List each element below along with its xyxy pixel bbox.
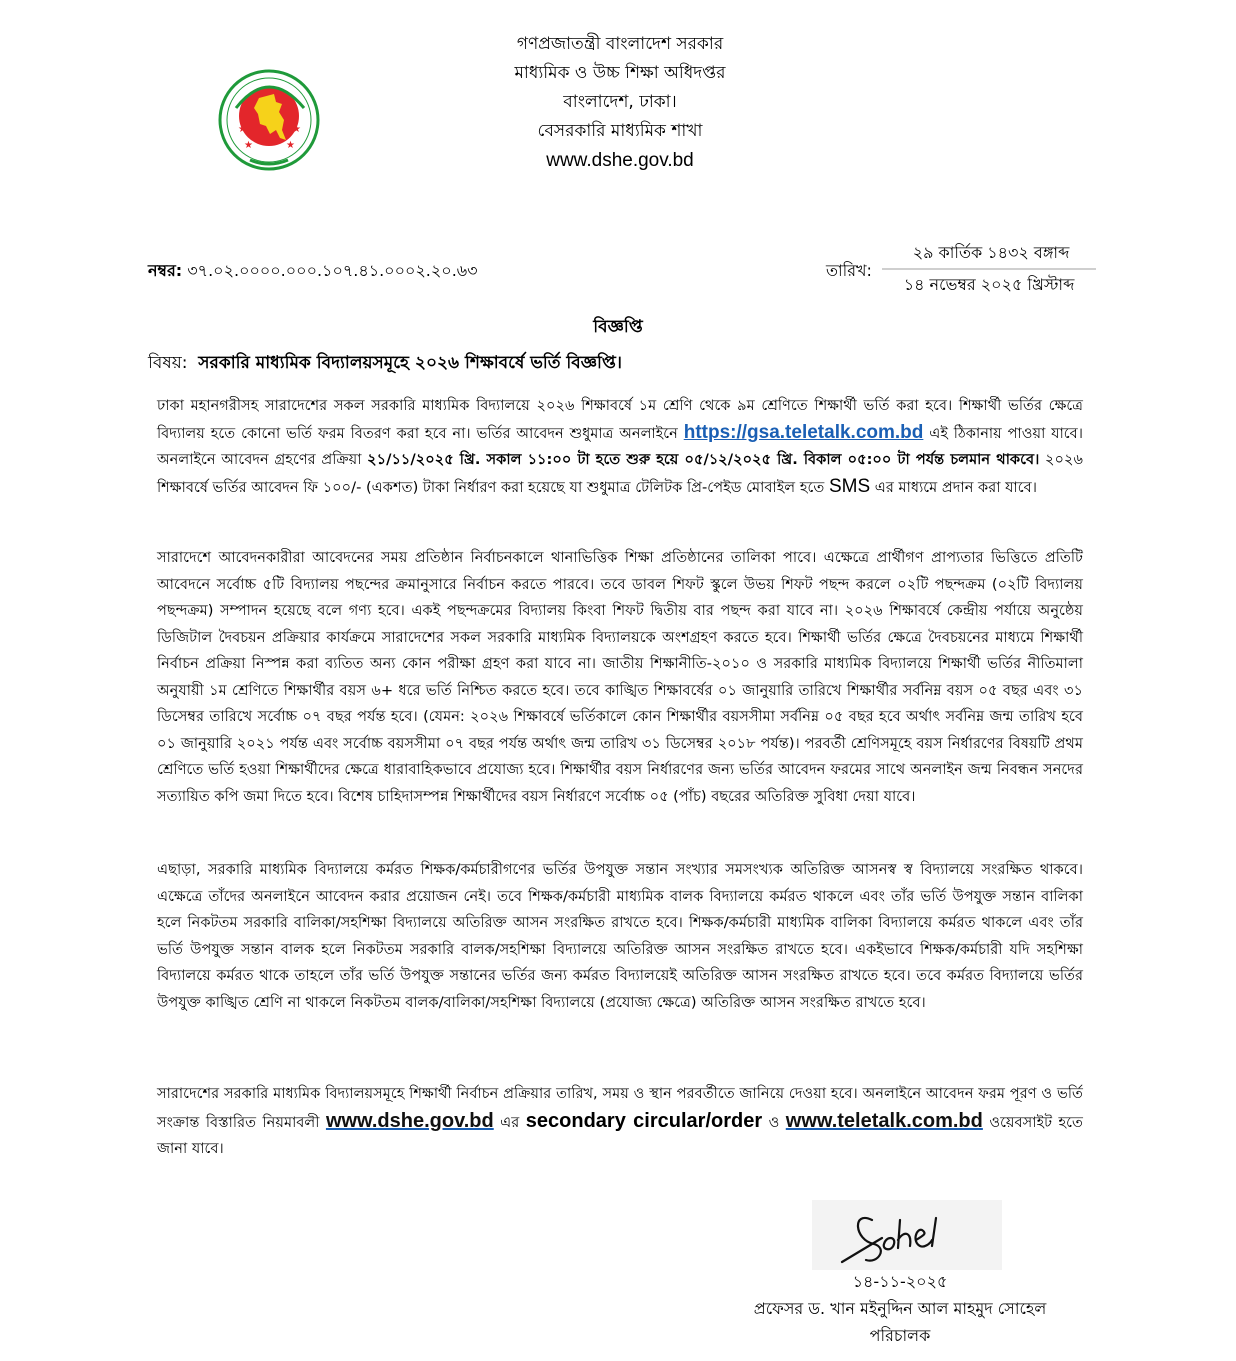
date-label: তারিখ: [826, 261, 872, 280]
date-bangla-calendar: ২৯ কার্তিক ১৪৩২ বঙ্গাব্দ [912, 243, 1070, 262]
p1-text-c: ২০২৬ শিক্ষাবর্ষে ভর্তির আবেদন ফি ১০০/- (একশত) টাকা নির্ধারণ করা হয়েছে যা শুধুমাত্র টেলিটক প্রি-পেইড মোবাইল হতে [157, 451, 1083, 496]
date-block [826, 238, 1096, 298]
svg-text:★: ★ [238, 124, 247, 135]
signature-image [812, 1200, 1002, 1270]
p1-text-b: এই ঠিকানায় পাওয়া যাবে। অনলাইনে আবেদন গ্রহণের প্রক্রিয়া [157, 424, 1084, 468]
p1-text-a: ঢাকা মহানগরীসহ সারাদেশের সকল সরকারি মাধ্যমিক বিদ্যালয়ে ২০২৬ শিক্ষাবর্ষে ১ম শ্রেণি থেকে ৯ম শ্রেণিতে শিক্ষার্থী ভর্তি করা হবে। শিক্ষার্থী ভর্তির ক্ষেত্রে বিদ্যালয় হতে কোনো ভর্তি ফরম বিতরণ করা হবে না। ভর্তির আবেদন শুধুমাত্র অনলাইনে [157, 397, 1083, 442]
paragraph-further-info [157, 1081, 1083, 1163]
paragraph-selection-and-age: সারাদেশে আবেদনকারীরা আবেদনের সময় প্রতিষ্ঠান নির্বাচনকালে থানাভিত্তিক শিক্ষা প্রতিষ্ঠানের তালিকা পাবে। এক্ষেত্রে প্রার্থীগণ প্রাপ্যতার ভিত্তিতে প্রতিটি আবেদনে সর্বোচ্চ ৫টি বিদ্যালয় পছন্দের ক্রমানুসারে নির্বাচন করতে পারবে। তবে ডাবল শিফট স্কুলে উভয় শিফট পছন্দ করলে ০২টি পছন্দক্রম (০২টি বিদ্যালয় পছন্দক্রম) সম্পাদন হয়েছে বলে গণ্য হবে। একই পছন্দক্রমের বিদ্যালয় কিংবা শিফট দ্বিতীয় বার পছন্দ করা যাবে না। ২০২৬ শিক্ষাবর্ষে কেন্দ্রীয় পর্যায়ে অনুষ্ঠেয় ডিজিটাল দৈবচয়ন প্রক্রিয়ার কার্যক্রমে সারাদেশের সকল সরকারি মাধ্যমিক বিদ্যালয়কে অংশগ্রহণ করতে হবে। শিক্ষার্থী ভর্তির ক্ষেত্রে দৈবচয়নের মাধ্যমে শিক্ষার্থী নির্বাচন প্রক্রিয়া নিস্পন্ন করা ব্যতিত অন্য কোন পরীক্ষা গ্রহণ করা যাবে না। জাতীয় শিক্ষানীতি-২০১০ ও সরকারি মাধ্যমিক বিদ্যালয়ে শিক্ষার্থী ভর্তির নীতিমালা অনুযায়ী ১ম শ্রেণিতে শিক্ষার্থীর বয়স ৬+ ধরে ভর্তি নিশ্চিত করতে হবে। তবে কাঙ্খিত শিক্ষাবর্ষের ০১ জানুয়ারি তারিখে শিক্ষার্থীর সর্বনিম্ন বয়স ০৫ বছর এবং ৩১ ডিসেম্বর তারিখে সর্বোচ্চ ০৭ বছর পর্যন্ত হবে। (যেমন: ২০২৬ শিক্ষাবর্ষে ভর্তিকালে কোন শিক্ষার্থীর বয়সসীমা সর্বনিম্ন ০৫ বছর হবে অর্থাৎ সর্বনিম্ন জন্ম তারিখ হবে ০১ জানুয়ারি ২০২১ পর্যন্ত এবং সর্বোচ্চ বয়সসীমা ০৭ বছর পর্যন্ত অর্থাৎ জন্ম তারিখ ৩১ ডিসেম্বর ২০১৮ পর্যন্ত)। পরবর্তী শ্রেণিসমূহে বয়স নির্ধারণের বিষয়টি প্রথম শ্রেণিতে ভর্তি হওয়া শিক্ষার্থীদের ক্ষেত্রে ধারাবাহিকভাবে প্রযোজ্য হবে। শিক্ষার্থীর বয়স নির্ধারণের জন্য ভর্তির আবেদন ফরমের সাথে অনলাইন জন্ম নিবন্ধন সনদের সত্যায়িত কপি জমা দিতে হবে। বিশেষ চাহিদাসম্পন্ন শিক্ষার্থীদের বয়স নির্ধারণে সর্বোচ্চ ০৫ (পাঁচ) বছরের অতিরিক্ত সুবিধা দেয়া যাবে। [157, 549, 1083, 805]
header-line-location: বাংলাদেশ, ঢাকা। [563, 92, 677, 112]
subject-text: সরকারি মাধ্যমিক বিদ্যালয়সমূহে ২০২৬ শিক্ষাবর্ষে ভর্তি বিজ্ঞপ্তি। [198, 353, 622, 373]
p4-text-b: এর [493, 1113, 526, 1131]
header-line-government: গণপ্রজাতন্ত্রী বাংলাদেশ সরকার [516, 34, 724, 54]
paragraph-staff-quota: এছাড়া, সরকারি মাধ্যমিক বিদ্যালয়ে কর্মরত শিক্ষক/কর্মচারীগণের ভর্তির উপযুক্ত সন্তান সংখ্যার সমসংখ্যক অতিরিক্ত আসনস্ব স্ব বিদ্যালয়ে সংরক্ষিত থাকবে। এক্ষেত্রে তাঁদের অনলাইনে আবেদন করার প্রয়োজন নেই। তবে শিক্ষক/কর্মচারী মাধ্যমিক বালক বিদ্যালয়ে কর্মরত থাকলে এবং তাঁর ভর্তি উপযুক্ত সন্তান বালিকা হলে নিকটতম সরকারি বালিকা/সহশিক্ষা বিদ্যালয়ে অতিরিক্ত আসন সংরক্ষিত রাখতে হবে। শিক্ষক/কর্মচারী মাধ্যমিক বালিকা বিদ্যালয়ে কর্মরত থাকলে এবং তাঁর ভর্তি উপযুক্ত সন্তান বালক হলে নিকটতম সরকারি বালক/সহশিক্ষা বিদ্যালয়ে অতিরিক্ত আসন সংরক্ষিত রাখতে হবে। একইভাবে শিক্ষক/কর্মচারী যদি সহশিক্ষা বিদ্যালয়ে কর্মরত থাকে তাহলে তাঁর ভর্তি উপযুক্ত সন্তানের ভর্তির জন্য কর্মরত বিদ্যালয়েই অতিরিক্ত আসন সংরক্ষিত রাখতে হবে। তবে কর্মরত বিদ্যালয়ে ভর্তির উপযুক্ত কাঙ্খিত শ্রেণি না থাকলে নিকটতম বালক/বালিকা/সহশিক্ষা বিদ্যালয়ে (প্রযোজ্য ক্ষেত্রে) অতিরিক্ত আসন সংরক্ষিত রাখতে হবে। [157, 861, 1083, 1011]
memo-number [148, 258, 478, 285]
date-gregorian-calendar: ১৪ নভেম্বর ২০২৫ খ্রিস্টাব্দ [903, 275, 1075, 294]
p1-text-d: এর মাধ্যমে প্রদান করা যাবে। [870, 478, 1037, 496]
office-header [420, 30, 820, 175]
signature-date: ১৪-১১-২০২৫ [852, 1272, 948, 1291]
sms-text: SMS [828, 475, 871, 497]
svg-text:★: ★ [292, 124, 301, 135]
gsa-teletalk-link[interactable]: https://gsa.teletalk.com.bd [683, 421, 924, 443]
signature-icon [812, 1200, 1002, 1270]
notice-title: বিজ্ঞপ্তি [593, 317, 643, 337]
header-line-branch: বেসরকারি মাধ্যমিক শাখা [537, 121, 703, 141]
paragraph-admission-overview [157, 393, 1083, 501]
secondary-circular-text: secondary circular/order [525, 1109, 763, 1132]
memo-number-value: ৩৭.০২.০০০০.০০০.১০৭.৪১.০০০২.২০.৬৩ [187, 261, 478, 280]
p4-text-a: সারাদেশের সরকারি মাধ্যমিক বিদ্যালয়সমূহে শিক্ষার্থী নির্বাচন প্রক্রিয়ার তারিখ, সময় ও স্থান পরবর্তীতে জানিয়ে দেওয়া হবে। অনলাইনে আবেদন ফরম পূরণ ও ভর্তি সংক্রান্ত বিস্তারিত নিয়মাবলী [157, 1085, 1083, 1131]
p4-text-c: ও [762, 1113, 786, 1131]
seal-icon [216, 68, 322, 172]
subject-label: বিষয়: [148, 353, 188, 373]
svg-text:★: ★ [244, 140, 253, 151]
signatory-name: প্রফেসর ড. খান মইনুদ্দিন আল মাহমুদ সোহেল [753, 1299, 1047, 1318]
date-divider [882, 268, 1096, 270]
header-website: www.dshe.gov.bd [546, 150, 694, 171]
p4-text-d: ওয়েবসাইট হতে জানা যাবে। [157, 1113, 1083, 1157]
signatory-designation: পরিচালক [869, 1326, 931, 1345]
government-seal-logo [216, 68, 322, 172]
memo-number-label: নম্বর: [148, 261, 183, 280]
signatory-block [700, 1268, 1100, 1349]
svg-text:★: ★ [286, 140, 295, 151]
teletalk-website-link[interactable]: www.teletalk.com.bd [785, 1109, 983, 1132]
header-line-directorate: মাধ্যমিক ও উচ্চ শিক্ষা অধিদপ্তর [514, 63, 726, 83]
dshe-website-link[interactable]: www.dshe.gov.bd [325, 1109, 494, 1132]
notice-subject [148, 350, 622, 378]
application-period: ২১/১১/২০২৫ খ্রি. সকাল ১১:০০ টা হতে শুরু হয়ে ০৫/১২/২০২৫ খ্রি. বিকাল ০৫:০০ টা পর্যন্ত চলমান থাকবে। [367, 451, 1040, 468]
